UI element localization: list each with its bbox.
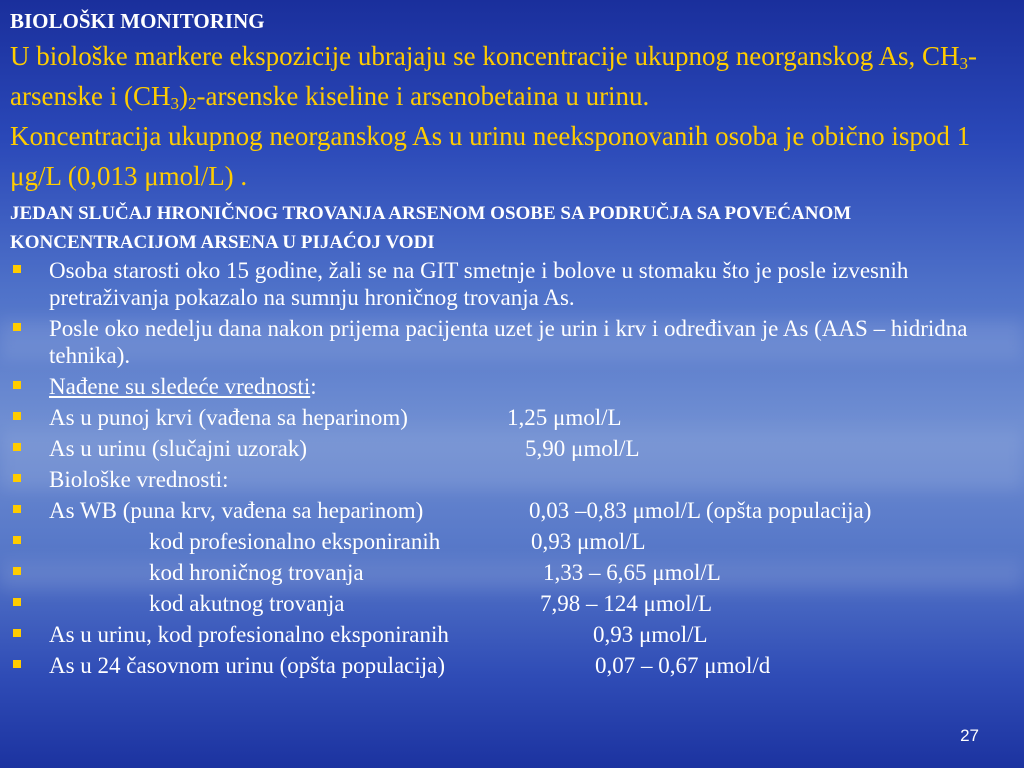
bullet-square-icon <box>13 505 21 513</box>
intro-paragraph-1: U biološke markere ekspozicije ubrajaju se koncentracije ukupnog neorganskog As, $CH_3$-arsenske i $(CH_3)_2$-arsenske kiseline i arsenobetaina u urinu. <box>10 41 977 113</box>
bullet-square-icon <box>13 567 21 575</box>
bullet-square-icon <box>13 443 21 451</box>
slide-title: BIOLOŠKI MONITORING <box>10 9 265 33</box>
bullet-square-icon <box>13 323 21 331</box>
slide-content <box>10 6 1020 683</box>
bullet-list <box>10 257 1020 679</box>
list-item: As u urinu, kod profesionalno eksponiranih 0,93 μmol/L <box>10 621 1020 648</box>
list-item: As u 24 časovnom urinu (opšta populacija) 0,07 – 0,67 μmol/d <box>10 652 1020 679</box>
list-item: kod akutnog trovanja 7,98 – 124 μmol/L <box>10 590 1020 617</box>
case-heading: JEDAN SLUČAJ HRONIČNOG TROVANJA ARSENOM OSOBE SA PODRUČJA SA POVEĆANOM KONCENTRACIJOM ARSENA U PIJAĆOJ VODI <box>10 203 852 253</box>
list-item: As u urinu (slučajni uzorak) 5,90 μmol/L <box>10 435 1020 462</box>
list-item: Posle oko nedelju dana nakon prijema pacijenta uzet je urin i krv i određivan je As (AAS – hidridna tehnika). <box>10 315 1020 369</box>
bullet-square-icon <box>13 474 21 482</box>
intro-paragraph-2: Koncentracija ukupnog neorganskog As u urinu neeksponovanih osoba je obično ispod 1 μg/L (0,013 μmol/L) . <box>10 121 971 191</box>
list-item: Biološke vrednosti: <box>10 466 1020 493</box>
bullet-square-icon <box>13 381 21 389</box>
list-item: Nađene su sledeće vrednosti: <box>10 373 1020 400</box>
list-item: kod profesionalno eksponiranih 0,93 μmol/L <box>10 528 1020 555</box>
list-item: kod hroničnog trovanja 1,33 – 6,65 μmol/L <box>10 559 1020 586</box>
list-item: As u punoj krvi (vađena sa heparinom) 1,25 μmol/L <box>10 404 1020 431</box>
bullet-square-icon <box>13 629 21 637</box>
bullet-square-icon <box>13 412 21 420</box>
bullet-square-icon <box>13 660 21 668</box>
bullet-square-icon <box>13 536 21 544</box>
page-number: 27 <box>960 726 979 745</box>
bullet-square-icon <box>13 598 21 606</box>
list-item: Osoba starosti oko 15 godine, žali se na GIT smetnje i bolove u stomaku što je posle izvesnih pretraživanja pokazalo na sumnju hroničnog trovanja As. <box>10 257 1020 311</box>
list-item: As WB (puna krv, vađena sa heparinom) 0,03 –0,83 μmol/L (opšta populacija) <box>10 497 1020 524</box>
bullet-square-icon <box>13 265 21 273</box>
